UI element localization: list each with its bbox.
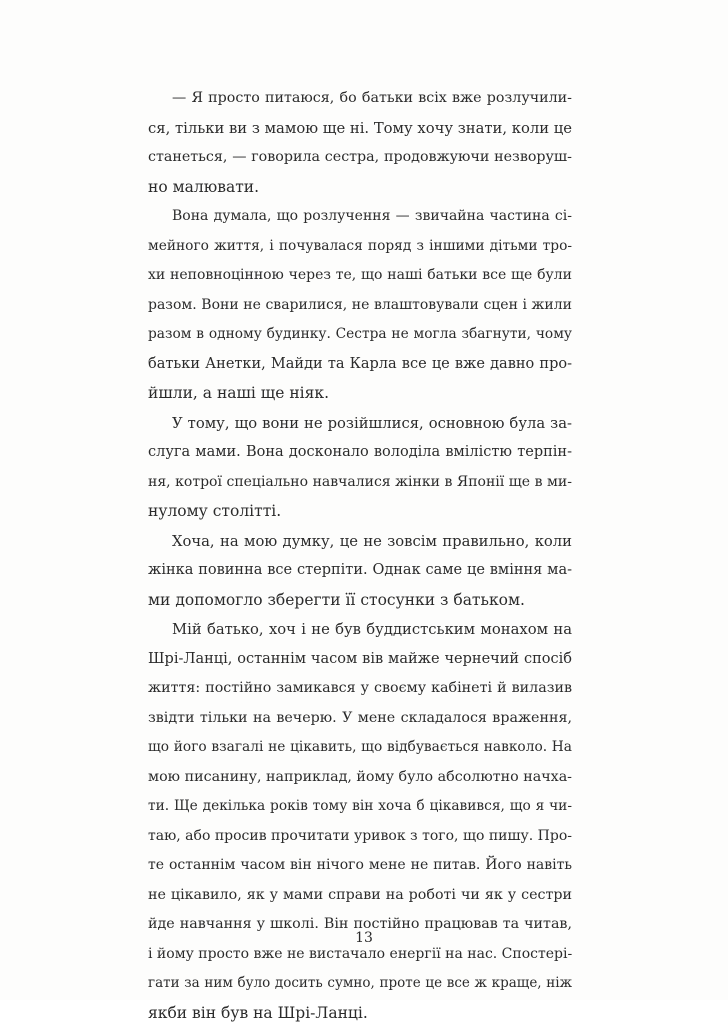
text-line: Хоча, на мою думку, це не зовсім правильно, коли: [148, 527, 572, 557]
text-line: і йому просто вже не вистачало енергії на нас. Спостері-: [148, 940, 572, 970]
text-line: йшли, а наші ще ніяк.: [148, 379, 572, 409]
page-number: 13: [0, 930, 728, 946]
text-line: звідти тільки на вечерю. У мене складалося враження,: [148, 704, 572, 734]
text-line: нулому столітті.: [148, 497, 572, 527]
text-line: якби він був на Шрі-Ланці.: [148, 999, 572, 1028]
body-text: [148, 84, 572, 1028]
text-line: жінка повинна все стерпіти. Однак саме це вміння ма-: [148, 556, 572, 586]
text-line: Мій батько, хоч і не був буддистським монахом на: [148, 615, 572, 645]
text-line: мейного життя, і почувалася поряд з іншими дітьми тро-: [148, 232, 572, 262]
text-line: ся, тільки ви з мамою ще ні. Тому хочу знати, коли це: [148, 114, 572, 144]
text-line: слуга мами. Вона досконало володіла вмілістю терпін-: [148, 438, 572, 468]
text-line: — Я просто питаюся, бо батьки всіх вже розлучили-: [148, 84, 572, 114]
text-line: не цікавило, як у мами справи на роботі чи як у сестри: [148, 881, 572, 911]
text-line: Вона думала, що розлучення — звичайна частина сі-: [148, 202, 572, 232]
text-line: хи неповноцінною через те, що наші батьки все ще були: [148, 261, 572, 291]
text-line: йде навчання у школі. Він постійно працював та читав,: [148, 910, 572, 940]
text-line: батьки Анетки, Майди та Карла все це вже давно про-: [148, 350, 572, 380]
text-line: те останнім часом він нічого мене не питав. Його навіть: [148, 851, 572, 881]
text-line: гати за ним було досить сумно, проте це все ж краще, ніж: [148, 969, 572, 999]
text-line: таю, або просив прочитати уривок з того, що пишу. Про-: [148, 822, 572, 852]
text-line: разом. Вони не сварилися, не влаштовували сцен і жили: [148, 291, 572, 321]
text-line: станеться, — говорила сестра, продовжуючи незворуш-: [148, 143, 572, 173]
text-line: життя: постійно замикався у своєму кабінеті й вилазив: [148, 674, 572, 704]
text-line: ти. Ще декілька років тому він хоча б цікавився, що я чи-: [148, 792, 572, 822]
text-line: ми допомогло зберегти її стосунки з батьком.: [148, 586, 572, 616]
text-line: У тому, що вони не розійшлися, основною була за-: [148, 409, 572, 439]
text-line: що його взагалі не цікавить, що відбувається навколо. На: [148, 733, 572, 763]
text-line: ня, котрої спеціально навчалися жінки в Японії ще в ми-: [148, 468, 572, 498]
text-line: мою писанину, наприклад, йому було абсолютно начха-: [148, 763, 572, 793]
text-line: Шрі-Ланці, останнім часом вів майже чернечий спосіб: [148, 645, 572, 675]
text-line: разом в одному будинку. Сестра не могла збагнути, чому: [148, 320, 572, 350]
text-line: но малювати.: [148, 173, 572, 203]
